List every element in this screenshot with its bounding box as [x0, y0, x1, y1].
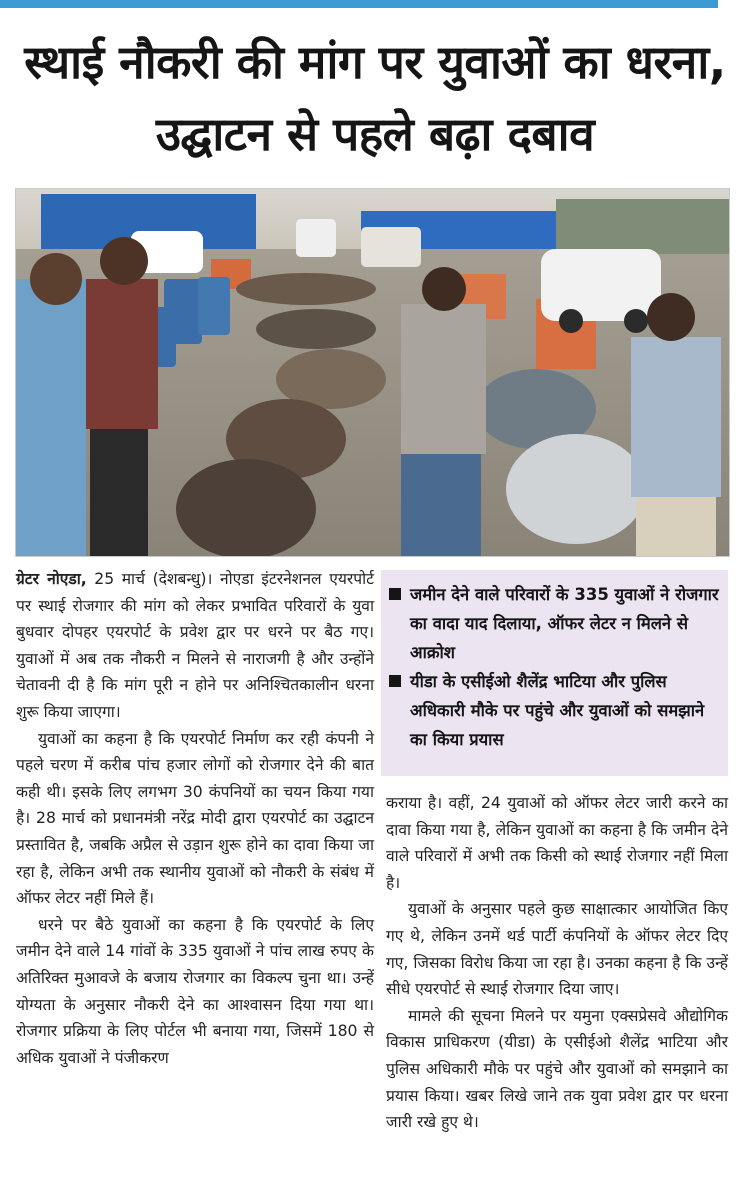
vehicle: [361, 227, 421, 267]
bullet-square-icon: [389, 588, 401, 600]
highlight-text: जमीन देने वाले परिवारों के 335 युवाओं ने रोजगार का वादा याद दिलाया, ऑफर लेटर न मिलने से आक्रोश: [410, 585, 719, 662]
paragraph-1-body: नोएडा इंटरनेशनल एयरपोर्ट पर स्थाई रोजगार की मांग को लेकर प्रभावित परिवारों के युवा बुधवार दोपहर एयरपोर्ट के प्रवेश द्वार पर धरने पर बैठ गए। युवाओं में अब तक नौकरी न मिलने से नाराजगी है और उन्होंने चेतावनी दी है कि मांग पूरी न होने पर अनिश्चितकालीन धरना शुरू किया जाएगा।: [16, 570, 374, 721]
article-paragraph-4: युवाओं के अनुसार पहले कुछ साक्षात्कार आयोजित किए गए थे, लेकिन उनमें थर्ड पार्टी कंपनियों के ऑफर लेटर दिए गए, जिसका विरोध किया जा रहा है। उनका कहना है कि उन्हें सीधे एयरपोर्ट से स्थाई रोजगार दिया जाए।: [386, 900, 728, 999]
article-paragraph-5: मामले की सूचना मिलने पर यमुना एक्सप्रेसवे औद्योगिक विकास प्राधिकरण (यीडा) के एसीईओ शैलेंद्र भाटिया और पुलिस अधिकारी मौके पर पहुंचे और युवाओं को समझाने का प्रयास किया। खबर लिखे जाने तक युवा प्रवेश द्वार पर धरना जारी रखे हुए थे।: [386, 1006, 728, 1132]
headline: स्थाई नौकरी की मांग पर युवाओं का धरना, उद्घाटन से पहले बढ़ा दबाव: [24, 35, 726, 161]
highlight-item: [389, 580, 720, 667]
article-paragraph-3: धरने पर बैठे युवाओं का कहना है कि एयरपोर्ट के लिए जमीन देने वाले 14 गांवों के 335 युवाओं ने पांच लाख रुपए के अतिरिक्त मुआवजे के बजाय रोजगार का विकल्प चुना था। उन्हें योग्यता के अनुसार नौकरी देने का आश्वासन दिया गया था। रोजगार प्रक्रिया के लिए पोर्टल भी बनाया गया, जिसमें 180 से अधिक युवाओं ने पंजीकरण: [16, 915, 375, 1067]
standing-person-maroon: [86, 237, 158, 556]
highlight-item: [389, 667, 720, 754]
highlights-box: [381, 570, 728, 776]
protest-photo-illustration: [16, 189, 729, 556]
article-paragraph-3-continued: कराया है। वहीं, 24 युवाओं को ऑफर लेटर जारी करने का दावा किया गया है, लेकिन युवाओं का कहना है कि जमीन देने वाले परिवारों में अभी तक किसी को स्थाई रोजगार नहीं मिला है।: [386, 794, 728, 892]
vehicle: [296, 219, 336, 257]
article-column-left: [16, 566, 374, 1071]
bullet-square-icon: [389, 675, 401, 687]
news-photo: [15, 188, 730, 557]
standing-person-center: [401, 267, 486, 556]
drum: [198, 277, 230, 335]
white-car: [541, 249, 661, 321]
highlight-text: यीडा के एसीईओ शैलेंद्र भाटिया और पुलिस अधिकारी मौके पर पहुंचे और युवाओं को समझाने का किया प्रयास: [410, 672, 705, 749]
standing-person-left: [16, 253, 86, 556]
article-column-right: [386, 790, 728, 1136]
date-source: 25 मार्च (देशबन्धु)।: [86, 570, 220, 588]
article-paragraph-1: [16, 566, 374, 726]
top-accent-bar: [0, 0, 718, 8]
dateline: ग्रेटर नोएडा,: [16, 570, 87, 588]
article-paragraph-2: युवाओं का कहना है कि एयरपोर्ट निर्माण कर रही कंपनी ने पहले चरण में करीब पांच हजार लोगों को रोजगार देने की बात कही थी। इसके लिए लगभग 30 कंपनियों का चयन किया गया है। 28 मार्च को प्रधानमंत्री नरेंद्र मोदी द्वारा एयरपोर्ट का उद्घाटन प्रस्तावित है, जबकि अप्रैल से उड़ान शुरू होने का दावा किया जा रहा है, लेकिन अभी तक स्थानीय युवाओं को नौकरी के संबंध में ऑफर लेटर नहीं मिले हैं।: [16, 729, 374, 908]
page-bottom-edge: [0, 1186, 754, 1200]
trees: [556, 199, 729, 254]
